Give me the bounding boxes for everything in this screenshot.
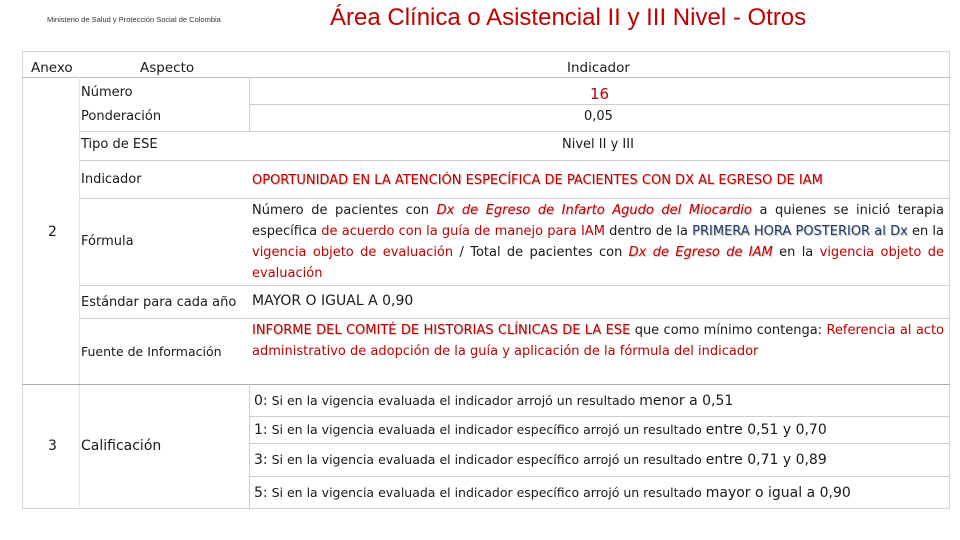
text-segment: 0: bbox=[254, 393, 268, 409]
anexo-divider bbox=[79, 77, 80, 509]
row-divider bbox=[249, 476, 950, 477]
text-segment: 3: bbox=[254, 452, 268, 468]
row-divider bbox=[249, 443, 950, 444]
text-segment: vigencia objeto de evaluación bbox=[252, 245, 454, 260]
text-segment: / Total de pacientes con bbox=[453, 245, 629, 260]
text-segment: de acuerdo con la guía de manejo para IAM bbox=[321, 224, 605, 239]
text-segment: Referencia al acto administrativo de adopción de la guía y aplicación de la fórmula del indicador bbox=[252, 323, 944, 359]
text-segment: mayor o igual a 0,90 bbox=[705, 485, 851, 501]
estandar-value: MAYOR O IGUAL A 0,90 bbox=[252, 293, 414, 309]
column-header-indicador: Indicador bbox=[567, 60, 630, 76]
text-segment: Dx de Egreso de Infarto Agudo del Miocardio bbox=[436, 203, 752, 218]
value-column-divider bbox=[249, 384, 250, 509]
fuente-label: Fuente de Información bbox=[81, 344, 222, 359]
indicador-value bbox=[252, 170, 823, 191]
text-segment: Si en la vigencia evaluada el indicador arrojó un resultado bbox=[267, 393, 640, 408]
ponderacion-label: Ponderación bbox=[81, 109, 162, 124]
ministry-label: Ministerio de Salud y Protección Social de Colombia bbox=[47, 15, 221, 24]
text-segment: en la bbox=[772, 245, 820, 260]
score-rule bbox=[254, 482, 851, 504]
row-divider bbox=[79, 160, 950, 161]
text-segment: menor a 0,51 bbox=[639, 393, 734, 409]
numero-label: Número bbox=[81, 85, 133, 100]
section-divider bbox=[22, 384, 950, 385]
formula-value bbox=[252, 200, 944, 284]
tipo-ese-label: Tipo de ESE bbox=[81, 137, 158, 152]
text-segment: en la bbox=[907, 224, 944, 239]
anexo-number: 2 bbox=[48, 224, 57, 240]
text-segment: a quienes se inició terapia específica bbox=[252, 203, 944, 239]
text-segment: dentro de la bbox=[604, 224, 693, 239]
estandar-label: Estándar para cada año bbox=[81, 295, 237, 310]
column-header-anexo: Anexo bbox=[31, 60, 73, 76]
text-segment: Si en la vigencia evaluada el indicador específico arrojó un resultado bbox=[267, 452, 706, 467]
row-divider bbox=[249, 416, 950, 417]
text-segment: Si en la vigencia evaluada el indicador específico arrojó un resultado bbox=[267, 422, 706, 437]
score-rule bbox=[254, 449, 827, 471]
score-rule bbox=[254, 419, 827, 441]
score-rule bbox=[254, 390, 733, 412]
ponderacion-value: 0,05 bbox=[584, 109, 613, 124]
row-divider bbox=[79, 198, 950, 199]
text-segment: 5: bbox=[254, 485, 268, 501]
text-segment: que como mínimo contenga: bbox=[630, 323, 827, 338]
tipo-ese-value: Nivel II y III bbox=[562, 137, 634, 152]
text-segment: Número de pacientes con bbox=[252, 203, 437, 218]
row-divider bbox=[79, 318, 950, 319]
anexo-number: 3 bbox=[48, 438, 57, 454]
page-title: Área Clínica o Asistencial II y III Nivel - Otros bbox=[330, 4, 807, 31]
indicador-value-text: OPORTUNIDAD EN LA ATENCIÓN ESPECÍFICA DE PACIENTES CON DX AL EGRESO DE IAM bbox=[252, 173, 823, 188]
text-segment: Dx bbox=[890, 224, 908, 239]
text-segment: entre 0,71 y 0,89 bbox=[705, 452, 827, 468]
row-divider bbox=[79, 131, 950, 132]
text-segment: entre 0,51 y 0,70 bbox=[705, 422, 827, 438]
fuente-value bbox=[252, 320, 944, 362]
column-header-aspecto: Aspecto bbox=[140, 60, 195, 76]
text-segment: PRIMERA HORA POSTERIOR al bbox=[692, 224, 886, 239]
calificacion-label: Calificación bbox=[81, 438, 162, 454]
text-segment: 1: bbox=[254, 422, 268, 438]
text-segment: vigencia objeto de evaluación bbox=[252, 245, 944, 281]
formula-label: Fórmula bbox=[81, 234, 134, 249]
row-divider bbox=[79, 285, 950, 286]
text-segment: INFORME DEL COMITÉ DE HISTORIAS CLÍNICAS DE LA ESE bbox=[252, 323, 631, 338]
text-segment: Dx de Egreso de IAM bbox=[628, 245, 773, 260]
indicador-label: Indicador bbox=[81, 172, 142, 187]
text-segment: Si en la vigencia evaluada el indicador específico arrojó un resultado bbox=[267, 485, 706, 500]
numero-value: 16 bbox=[590, 85, 610, 103]
